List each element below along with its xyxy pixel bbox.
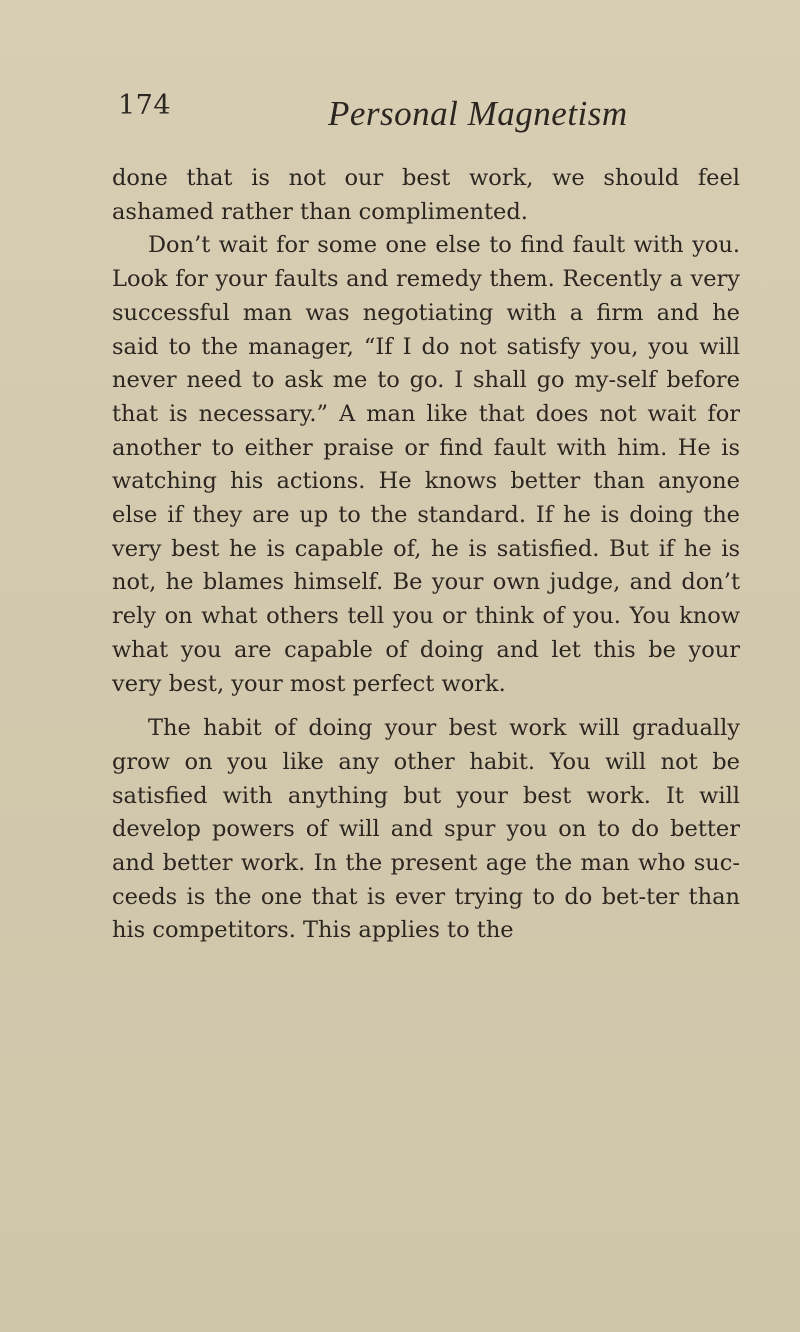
running-title: Personal Magnetism	[328, 94, 628, 133]
page-header	[118, 92, 738, 142]
paragraph-continued: done that is not our best work, we should feel ashamed rather than complimented.	[112, 165, 740, 225]
body-text	[112, 162, 740, 948]
page-number: 174	[118, 90, 172, 121]
paragraph-faults: Don’t wait for some one else to find fault with you. Look for your faults and remedy them. Recently a very successful man was negotiating with a firm and he said to the manager, “If I do not satisfy you, you will never need to ask me to go. I shall go my-self before that is necessary.” A man like that does not wait for another to either praise or find fault with him. He is watching his actions. He knows better than anyone else if they are up to the standard. If he is doing the very best he is capable of, he is satisfied. But if he is not, he blames himself. Be your own judge, and don’t rely on what others tell you or think of you. You know what you are capable of doing and let this be your very best, your most perfect work.	[112, 232, 740, 697]
paragraph-habit: The habit of doing your best work will gradually grow on you like any other habit. You will not be satisfied with anything but your best work. It will develop powers of will and spur you on to do better and better work. In the present age the man who suc-ceeds is the one that is ever trying to do bet-ter than his competitors. This applies to the	[112, 715, 740, 944]
